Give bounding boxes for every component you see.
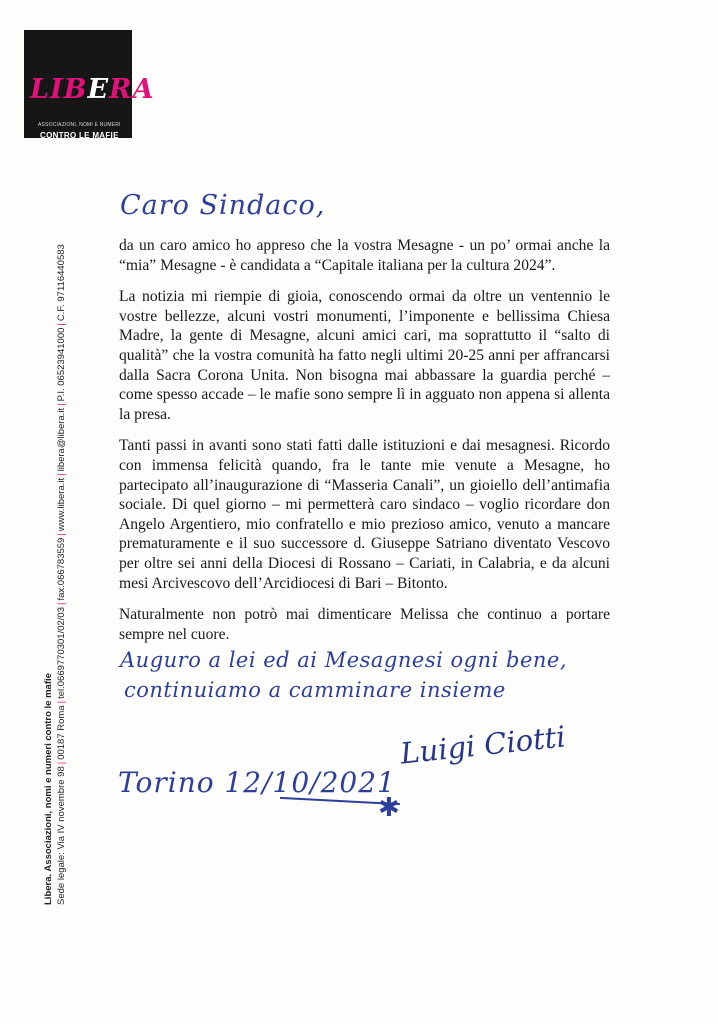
footer-org: Libera. Associazioni, nomi e numeri contro le mafie: [43, 673, 54, 905]
footer-web: www.libera.it: [56, 477, 67, 532]
separator: |: [56, 533, 67, 536]
footer-details: [55, 155, 68, 905]
paragraph-3: Tanti passi in avanti sono stati fatti dalle istituzioni e dai mesagnesi. Ricordo con immensa felicità quando, fra le tante mie venute a Mesagne, ho partecipato all’inaugurazione di “Masseria Canali”, un gioiello dell’antimafia sociale. Di quel giorno – mi permetterà caro sindaco – voglio ricordare don Angelo Argentiero, mio confratello e mio prezioso amico, venuto a mancare prematuramente e il suo successore d. Giuseppe Satriano diventato Vescovo per oltre sei anni della Diocesi di Rossano – Cariati, in Calabria, e da alcuni mesi Arcivescovo dell’Arcidiocesi di Bari – Bitonto.: [119, 437, 610, 592]
libera-logo: [24, 30, 155, 140]
logo-tagline: CONTRO LE MAFIE: [40, 131, 119, 140]
footer-address: Sede legale: Via IV novembre 98: [56, 766, 67, 905]
separator: |: [56, 602, 67, 605]
separator: |: [56, 473, 67, 476]
footer-cap: 00187 Roma: [56, 705, 67, 760]
paragraph-1: da un caro amico ho appreso che la vostra Mesagne - un po’ ormai anche la “mia” Mesagne - è candidata a “Capitale italiana per la cultura 2024”.: [119, 237, 610, 274]
logo-subtitle: ASSOCIAZIONI, NOMI E NUMERI: [38, 122, 121, 128]
paragraph-4: Naturalmente non potrò mai dimenticare Melissa che continuo a portare sempre nel cuore.: [119, 606, 610, 643]
handwritten-salutation: Caro Sindaco,: [120, 190, 326, 221]
separator: |: [56, 323, 67, 326]
logo-wordmark: LIBERA: [30, 74, 155, 105]
paragraph-2: La notizia mi riempie di gioia, conoscendo ormai da oltre un ventennio le vostre bellezze, alcuni vostri monumenti, l’imponente e bellissima Chiesa Madre, la gente di Mesagne, alcuni amici cari, ma soprattutto il “salto di qualità” che la vostra comunità ha fatto negli ultimi 20-25 anni per affrancarsi dalla Sacra Corona Unita. Non bisogna mai abbassare la guardia perché – come spesso accade – le mafie sono sempre lì in agguato non appena si allenta la presa.: [119, 288, 610, 423]
handwritten-signature: Luigi Ciotti: [398, 719, 568, 771]
footer-email: libera@libera.it: [56, 407, 67, 472]
separator: |: [56, 700, 67, 704]
footer-tel: tel.0669770301/02/03: [56, 607, 67, 699]
letter-body: [119, 236, 610, 656]
footer-fax: fax.066783559: [56, 537, 67, 601]
footer-piva: P.I. 06523941000: [56, 327, 67, 402]
handwritten-place-date: Torino 12/10/2021: [118, 766, 396, 799]
handwritten-closing-line-2: continuiamo a camminare insieme: [124, 678, 506, 702]
separator: |: [56, 403, 67, 406]
vertical-footer: [43, 155, 73, 905]
asterisk-mark: ✱: [378, 793, 400, 823]
footer-cf: C.F. 97116440583: [56, 244, 67, 322]
separator: |: [56, 761, 67, 765]
handwritten-closing-line-1: Auguro a lei ed ai Mesagnesi ogni bene,: [120, 648, 567, 672]
